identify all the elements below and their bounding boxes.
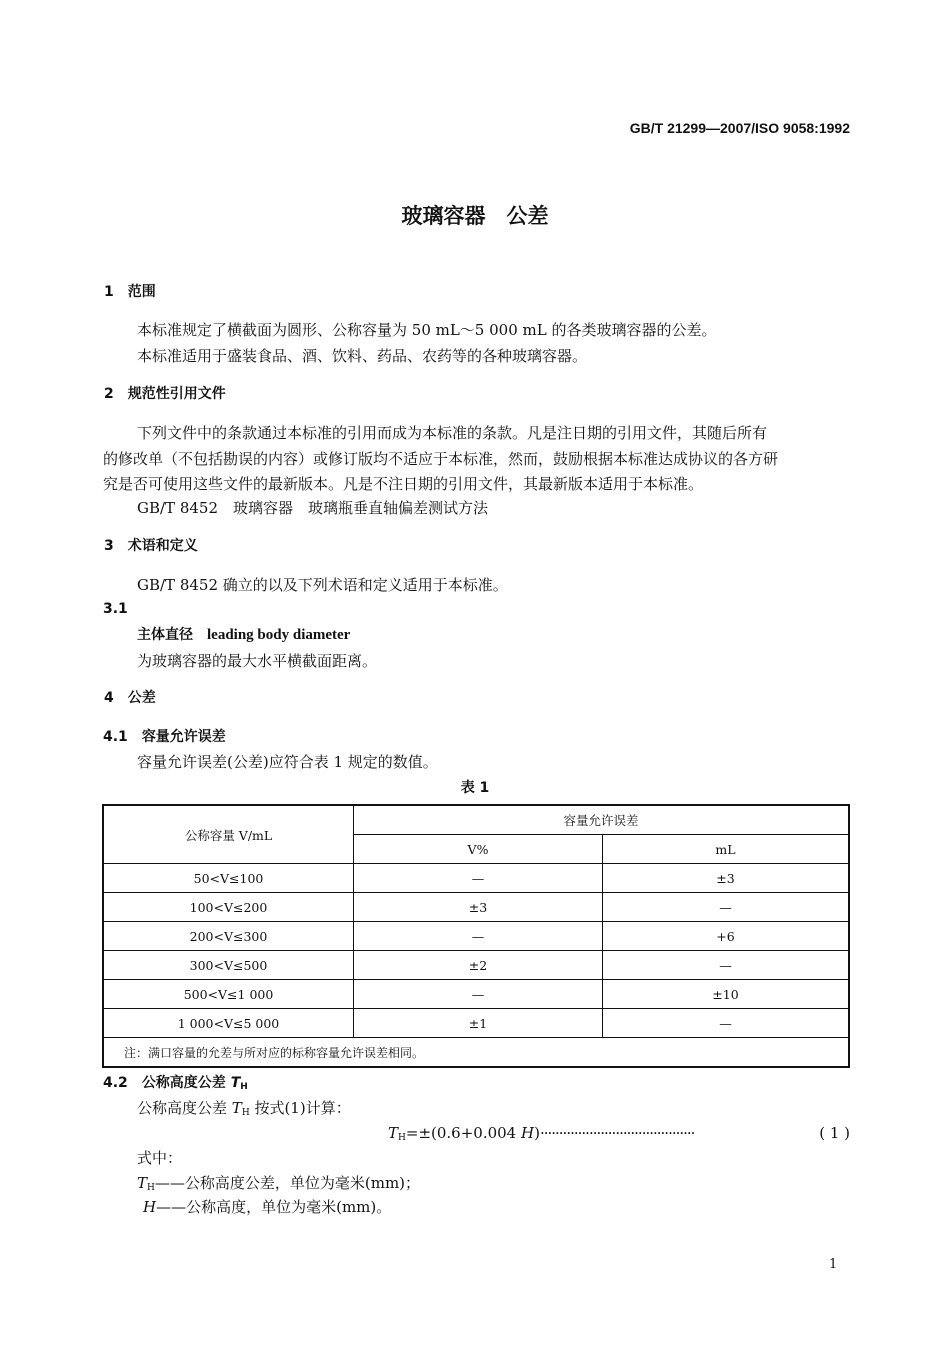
definition: 为玻璃容器的最大水平横截面距离。: [137, 652, 378, 670]
page-title: 玻璃容器 公差: [401, 204, 549, 228]
table-note: 注：满口容量的允差与所对应的标称容量允许误差相同。: [103, 1038, 849, 1068]
paragraph: 本标准适用于盛装食品、酒、饮料、药品、农药等的各种玻璃容器。: [137, 347, 588, 365]
paragraph: GB/T 8452 确立的以及下列术语和定义适用于本标准。: [137, 576, 508, 594]
standard-number: GB/T 21299—2007/ISO 9058:1992: [629, 120, 850, 136]
section-4-1-heading: 4.1 容量允许误差: [103, 729, 226, 745]
where-label: 式中：: [137, 1149, 183, 1167]
section-3-heading: 3 术语和定义: [104, 538, 198, 554]
cell: 100<V≤200: [103, 893, 354, 922]
paragraph: 究是否可使用这些文件的最新版本。凡是不注日期的引用文件，其最新版本适用于本标准。: [103, 475, 704, 493]
paragraph: 容量允许误差(公差)应符合表 1 规定的数值。: [137, 753, 438, 771]
table-row: [103, 864, 849, 893]
term: 主体直径 leading body diameter: [137, 627, 351, 643]
cell: 200<V≤300: [103, 922, 354, 951]
cell: 50<V≤100: [103, 864, 354, 893]
cell: ±10: [603, 980, 850, 1009]
cell: 500<V≤1 000: [103, 980, 354, 1009]
cell: +6: [603, 922, 850, 951]
cell: —: [354, 922, 603, 951]
section-4-2-heading: 4.2 公称高度公差 $T_H$: [103, 1075, 248, 1092]
cell: —: [603, 893, 850, 922]
subsection-number: 3.1: [103, 601, 128, 617]
formula-number: ( 1 ): [819, 1124, 850, 1142]
cell: ±3: [603, 864, 850, 893]
table-row: [103, 951, 849, 980]
table-row: [103, 922, 849, 951]
cell: —: [354, 980, 603, 1009]
cell: —: [354, 864, 603, 893]
table-row: [103, 980, 849, 1009]
paragraph: 本标准规定了横截面为圆形、公称容量为 50 mL～5 000 mL 的各类玻璃容器的公差。: [137, 321, 717, 339]
cell: ±2: [354, 951, 603, 980]
table-row: [103, 893, 849, 922]
reference-item: GB/T 8452 玻璃容器 玻璃瓶垂直轴偏差测试方法: [137, 499, 489, 517]
table-row: [103, 1009, 849, 1038]
column-header: V%: [354, 835, 603, 864]
paragraph: 公称高度公差 $T_H$ 按式(1)计算：: [137, 1099, 351, 1118]
column-header: 公称容量 V/mL: [103, 805, 354, 864]
cell: —: [603, 951, 850, 980]
section-2-heading: 2 规范性引用文件: [104, 386, 226, 402]
group-header: 容量允许误差: [354, 805, 850, 835]
variable-definition: H——公称高度，单位为毫米(mm)。: [143, 1198, 392, 1216]
page-number: 1: [829, 1257, 838, 1272]
variable-definition: $T_H——$公称高度公差，单位为毫米(mm)；: [137, 1174, 421, 1193]
paragraph: 下列文件中的条款通过本标准的引用而成为本标准的条款。凡是注日期的引用文件，其随后所有: [137, 424, 768, 442]
formula: $T_H=\pm(0.6+0.004$ H)·········································: [388, 1124, 695, 1143]
cell: ±1: [354, 1009, 603, 1038]
cell: ±3: [354, 893, 603, 922]
cell: 300<V≤500: [103, 951, 354, 980]
section-1-heading: 1 范围: [104, 284, 156, 300]
section-4-heading: 4 公差: [104, 690, 156, 706]
cell: 1 000<V≤5 000: [103, 1009, 354, 1038]
paragraph: 的修改单（不包括勘误的内容）或修订版均不适应于本标准，然而，鼓励根据本标准达成协议的各方研: [103, 450, 779, 468]
column-header: mL: [603, 835, 850, 864]
cell: —: [603, 1009, 850, 1038]
tolerance-table: [102, 804, 850, 1068]
table-caption: 表 1: [460, 780, 490, 796]
